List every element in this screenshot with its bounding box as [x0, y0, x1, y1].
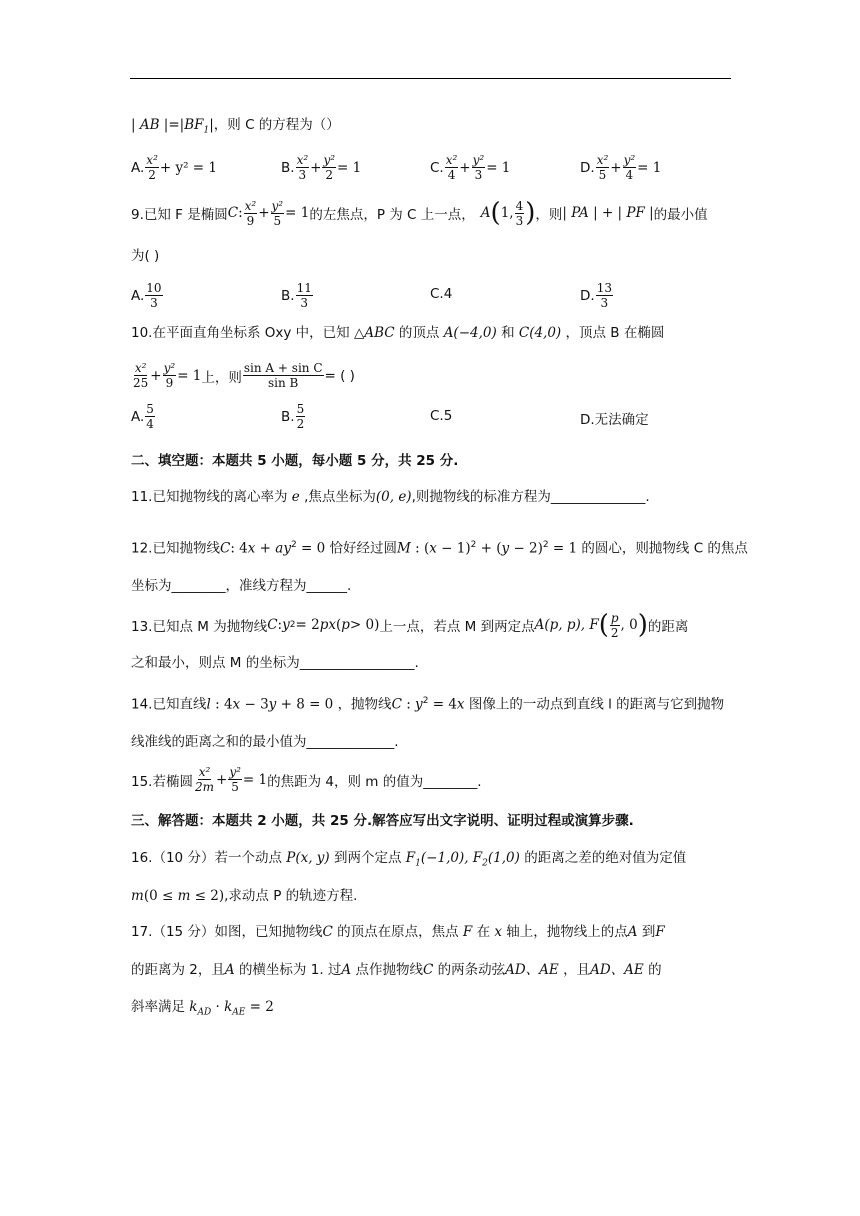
section-3-heading: 三、解答题：本题共 2 小题，共 25 分.解答应写出文字说明、证明过程或演算步骤. — [131, 813, 634, 829]
q14-line1: 14.已知直线l : 4x − 3y + 8 = 0 ，抛物线C : $y^2 = 4x$ 图像上的一动点到直线 l 的距离与它到抛物 — [131, 696, 725, 713]
q8-option-c: C. $\frac{\text{x²}}{4}$ + $\frac{\text{y²}}{3}$ = 1 — [430, 153, 511, 182]
q9-line2: 为( ) — [131, 248, 160, 264]
q16-line1: 16.（10 分）若一个动点 P(x, y) 到两个定点 $F_1(-1,0)$, $F_2(1,0)$ 的距离之差的绝对值为定值 — [131, 850, 687, 869]
q12-line1: 12.已知抛物线C: $4x + ay^2 = 0$ 恰好经过圆M : $(x - 1)^2 + (y - 2)^2 = 1$ 的圆心，则抛物线 C 的焦点 — [131, 540, 748, 557]
header-rule — [130, 78, 731, 79]
q17-line3: 斜率满足 $k_{AD} \cdot k_{AE} = 2$ — [131, 999, 274, 1018]
q17-line1: 17.（15 分）如图，已知抛物线C 的顶点在原点，焦点 F 在 x 轴上，抛物线上的点A 到F — [131, 924, 665, 940]
q10-option-c: C.5 — [430, 408, 453, 424]
q16-line2: m(0 ≤ m ≤ 2),求动点 P 的轨迹方程. — [131, 888, 358, 904]
q8-option-b: B. $\frac{\text{x²}}{3}$ + $\frac{\text{y²}}{2}$ = 1 — [281, 153, 362, 182]
q9-option-c: C.4 — [430, 286, 453, 302]
q11-line: 11.已知抛物线的离心率为 e ,焦点坐标为(0, e),则抛物线的标准方程为______________. — [131, 489, 650, 505]
q8-tail-line: | AB $|=|BF_1|$，则 C 的方程为（） — [131, 117, 340, 136]
q9-option-b: B. $\frac{11}{3}$ — [281, 281, 312, 310]
q9-option-d: D. $\frac{13}{3}$ — [580, 281, 612, 310]
q10-line1: 10.在平面直角坐标系 Oxy 中，已知 △ABC 的顶点 A(−4,0) 和 C(4,0) ，顶点 B 在椭圆 — [131, 325, 665, 341]
section-2-heading: 二、填空题：本题共 5 小题，每小题 5 分，共 25 分. — [131, 453, 459, 469]
q10-option-a: A. $\frac{5}{4}$ — [131, 402, 154, 431]
q10-line2: $\frac{\text{x²}}{25}$ + $\frac{\text{y²}}{9}$ = 1 上，则 $\frac{\text{sin A + sin C}}{\text{sin B}}$ = ( ) — [133, 361, 355, 390]
q13-line2: 之和最小，则点 M 的坐标为_________________. — [131, 655, 419, 671]
q9-line1: 9.已知 F 是椭圆 C : $\frac{\text{x²}}{9}$ + $\frac{\text{y²}}{5}$ = 1 的左焦点，P 为 C 上一点， A ( 1, $\frac{4}{3}$ ) ，则 | PA | + | PF | 的最小值 — [131, 198, 708, 228]
q13-line1: 13.已知点 M 为抛物线 C : y 2 = 2 px ( p > 0) 上一点，若点 M 到两定点 A(p, p), F ( $\frac{p}{2}$ , 0 ) 的距离 — [131, 610, 689, 640]
q17-line2: 的距离为 2，且A 的横坐标为 1. 过A 点作抛物线C 的两条动弦AD、AE ，且AD、AE 的 — [131, 962, 662, 978]
q9-option-a: A. $\frac{10}{3}$ — [131, 281, 162, 310]
q14-line2: 线准线的距离之和的最小值为_____________. — [131, 734, 399, 750]
q10-option-d: D.无法确定 — [580, 412, 649, 428]
q12-line2: 坐标为________，准线方程为______. — [131, 578, 352, 594]
q8-option-a: A. $\frac{\text{x²}}{2}$ + y² = 1 — [131, 153, 217, 182]
q8-option-d: D. $\frac{\text{x²}}{5}$ + $\frac{\text{y²}}{4}$ = 1 — [580, 153, 662, 182]
q15-line: 15.若椭圆 $\frac{\text{x²}}{2m}$ + $\frac{\text{y²}}{5}$ = 1 的焦距为 4，则 m 的值为________. — [131, 765, 482, 794]
q10-option-b: B. $\frac{5}{2}$ — [281, 402, 305, 431]
